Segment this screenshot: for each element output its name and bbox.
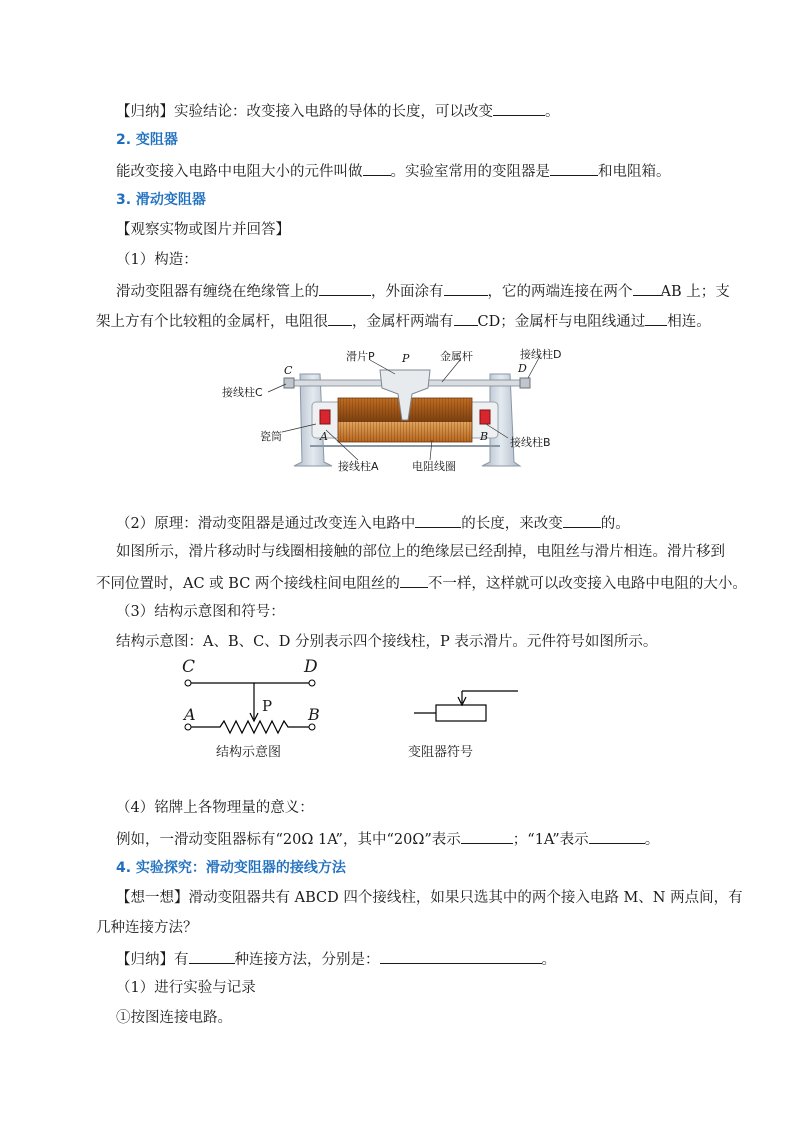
- think-line-1: 【想一想】滑动变阻器共有 ABCD 四个接线柱，如果只选其中的两个接入电路 M、N 两点间，有: [116, 890, 743, 906]
- structure-line-1: 滑动变阻器有缠绕在绝缘管上的 ，外面涂有 ，它的两端连接在两个 AB 上；支: [116, 280, 730, 302]
- terminal-c-dot: [185, 680, 191, 686]
- section-heading-wiring: 4. 实验探究：滑动变阻器的接线方法: [116, 860, 346, 876]
- diagram-label-p: P: [262, 697, 273, 715]
- answer-blank: [380, 948, 542, 964]
- label-d: D: [518, 362, 527, 375]
- caption-symbol: 变阻器符号: [408, 745, 474, 760]
- answer-blank: [319, 280, 371, 296]
- terminal-c: [284, 378, 294, 388]
- answer-blank: [645, 310, 667, 326]
- definition-line: 能改变接入电路中电阻大小的元件叫做 。实验室常用的变阻器是 和电阻箱。: [116, 160, 671, 182]
- terminal-b: [480, 410, 490, 424]
- answer-blank: [454, 310, 478, 326]
- answer-blank: [415, 512, 461, 528]
- observe-line: 【观察实物或图片并回答】: [116, 222, 290, 238]
- diagram-heading: （3）结构示意图和符号：: [116, 604, 285, 620]
- experiment-step-1: ①按图连接电路。: [116, 1010, 232, 1026]
- terminal-b-dot: [309, 724, 315, 730]
- rheostat-photo: [220, 342, 590, 482]
- label-b: B: [480, 430, 489, 443]
- conclusion-line: 【归纳】实验结论：改变接入电路的导体的长度，可以改变 。: [116, 100, 560, 122]
- diagram-label-d: D: [304, 657, 318, 677]
- principle-line: （2）原理：滑动变阻器是通过改变连入电路中 的长度，来改变 的。: [116, 512, 630, 534]
- label-rod: 金属杆: [440, 350, 473, 363]
- explain-line-2: 不同位置时，AC 或 BC 两个接线柱间电阻丝的 不一样，这样就可以改变接入电路中电阻的大小。: [96, 572, 747, 594]
- diagram-description: 结构示意图：A、B、C、D 分别表示四个接线柱，P 表示滑片。元件符号如图所示。: [116, 634, 658, 650]
- label-coil: 电阻线圈: [412, 460, 456, 473]
- section-heading-slide-rheostat: 3. 滑动变阻器: [116, 192, 206, 208]
- answer-blank: [444, 280, 488, 296]
- label-slider: 滑片P: [346, 350, 375, 363]
- label-post-b: 接线柱B: [510, 436, 551, 449]
- diagram-label-a: A: [184, 705, 196, 724]
- answer-blank: [363, 160, 391, 176]
- answer-blank: [328, 310, 352, 326]
- summary-line: 【归纳】有 种连接方法，分别是： 。: [116, 948, 556, 970]
- diagram-label-c: C: [182, 657, 196, 677]
- caption-structure: 结构示意图: [216, 745, 282, 760]
- answer-blank: [461, 828, 513, 844]
- label-post-d: 接线柱D: [520, 348, 562, 361]
- label-c: C: [284, 364, 293, 377]
- answer-blank: [400, 572, 428, 588]
- resistor-zigzag: [188, 721, 312, 733]
- answer-blank: [189, 948, 235, 964]
- structure-diagram: [180, 655, 530, 765]
- answer-blank: [589, 828, 645, 844]
- label-tube: 瓷筒: [260, 430, 282, 443]
- terminal-d: [520, 378, 530, 388]
- think-line-2: 几种连接方法？: [96, 920, 198, 936]
- label-post-a: 接线柱A: [338, 460, 379, 473]
- structure-line-2: 架上方有个比较粗的金属杆，电阻很 ，金属杆两端有 CD；金属杆与电阻线通过 相连。: [96, 310, 711, 332]
- nameplate-heading: （4）铭牌上各物理量的意义：: [116, 800, 314, 816]
- label-a: A: [320, 430, 328, 443]
- label-post-c: 接线柱C: [222, 386, 263, 399]
- terminal-a-dot: [185, 724, 191, 730]
- answer-blank: [550, 160, 598, 176]
- structure-heading: （1）构造：: [116, 252, 198, 268]
- explain-line-1: 如图所示，滑片移动时与线圈相接触的部位上的绝缘层已经刮掉，电阻丝与滑片相连。滑片移到: [116, 544, 725, 560]
- diagram-label-b: B: [308, 705, 320, 724]
- section-heading-rheostat: 2. 变阻器: [116, 132, 178, 148]
- terminal-a: [320, 410, 330, 424]
- terminal-d-dot: [309, 680, 315, 686]
- answer-blank: [563, 512, 601, 528]
- answer-blank: [493, 100, 545, 116]
- experiment-heading: （1）进行实验与记录: [116, 980, 256, 996]
- nameplate-example: 例如，一滑动变阻器标有“20Ω 1A”，其中“20Ω”表示 ；“1A”表示 。: [116, 828, 659, 850]
- rheostat-symbol-box: [436, 705, 486, 721]
- label-p: P: [402, 352, 410, 365]
- answer-blank: [633, 280, 661, 296]
